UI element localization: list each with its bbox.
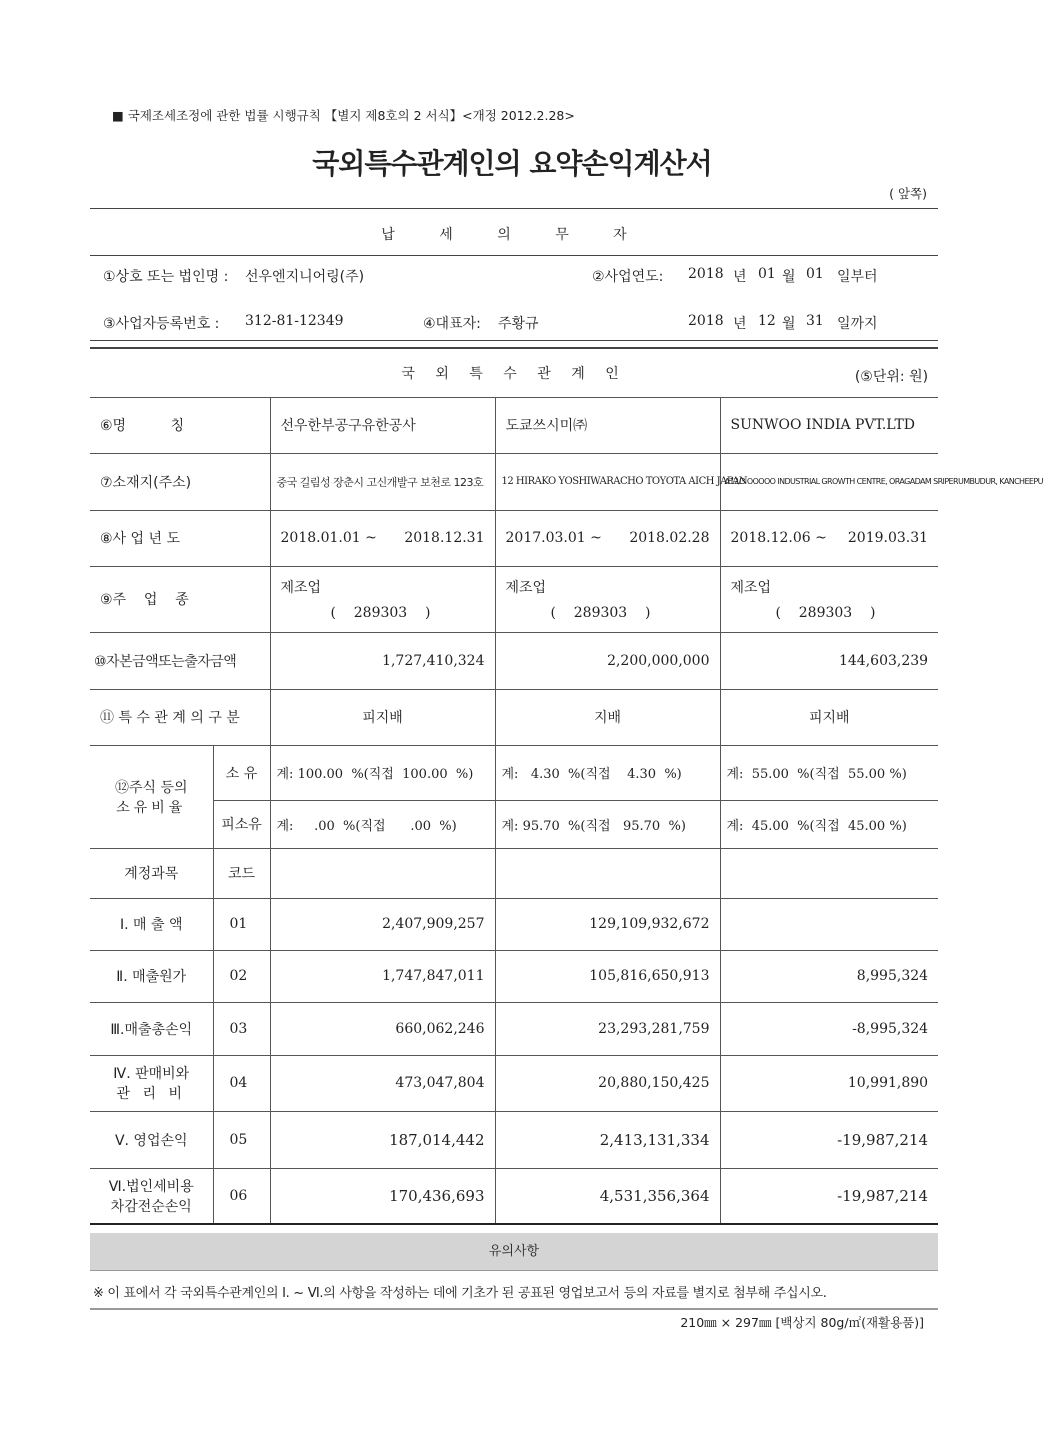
cell-value: 선우한부공구유한공사 xyxy=(270,397,495,453)
fy-start-year: 2018 xyxy=(688,266,724,282)
row-owned xyxy=(90,745,938,800)
cell-value: 23,293,281,759 xyxy=(495,1002,720,1055)
cell-value: 피지배 xyxy=(720,689,938,745)
divider xyxy=(90,347,938,349)
account-code: 05 xyxy=(213,1111,270,1168)
account-row xyxy=(90,1002,938,1055)
accounts-header-row xyxy=(90,848,938,898)
cell-value: 170,436,693 xyxy=(270,1168,495,1224)
fy-end-day: 31 xyxy=(806,313,824,329)
account-row xyxy=(90,950,938,1002)
row-address xyxy=(90,453,938,510)
account-label: Ⅵ.법인세비용 xyxy=(108,1178,194,1195)
row-label: ⑫주식 등의 xyxy=(114,779,188,796)
column-header-code: 코드 xyxy=(213,848,270,898)
related-section-header xyxy=(90,350,938,397)
account-label: Ⅲ.매출총손익 xyxy=(90,1002,213,1055)
related-party-table xyxy=(90,350,1043,1225)
account-label: Ⅰ. 매 출 액 xyxy=(90,898,213,950)
cell-value: 피지배 xyxy=(270,689,495,745)
cell-value: -19,987,214 xyxy=(720,1111,938,1168)
row-label: 소유비율 xyxy=(116,799,187,816)
unit-year: 년 xyxy=(733,269,747,285)
notes-title: 유의사항 xyxy=(90,1233,938,1271)
cell-value: 계: 4.30 %(직접 4.30 %) xyxy=(495,745,720,800)
cell-value: 계: 45.00 %(직접 45.00 %) xyxy=(720,800,938,848)
row-name xyxy=(90,397,938,453)
account-label: 관 리 비 xyxy=(116,1086,186,1102)
sub-label: 피소유 xyxy=(213,800,270,848)
cell-value: 187,014,442 xyxy=(270,1111,495,1168)
page-side-label: ( 앞쪽) xyxy=(889,186,927,201)
account-label: Ⅳ. 판매비와 xyxy=(113,1066,190,1082)
account-row xyxy=(90,1111,938,1168)
industry-name: 제조업 xyxy=(280,580,322,596)
cell-value: 105,816,650,913 xyxy=(495,950,720,1002)
account-row xyxy=(90,1055,938,1111)
fiscal-year-label: ②사업연도: xyxy=(592,269,664,285)
period-start: 2018.12.06 ~ xyxy=(730,530,827,546)
taxpayer-section-title: 납 세 의 무 자 xyxy=(381,227,647,243)
cell-value: 660,062,246 xyxy=(270,1002,495,1055)
period-start: 2017.03.01 ~ xyxy=(505,530,602,546)
form-reference: ■ 국제조세조정에 관한 법률 시행규칙 【별지 제8호의 2 서식】<개정 2012.2.28> xyxy=(112,108,575,123)
company-value: 선우엔지니어링(주) xyxy=(245,269,365,285)
account-code: 06 xyxy=(213,1168,270,1224)
account-row xyxy=(90,1168,938,1224)
period-end: 2018.12.31 xyxy=(404,530,485,546)
cell-value: 129,109,932,672 xyxy=(495,898,720,950)
sub-label: 소 유 xyxy=(213,745,270,800)
row-owned-by xyxy=(90,800,938,848)
cell-value: 계: 95.70 %(직접 95.70 %) xyxy=(495,800,720,848)
unit-label: (⑤단위: 원) xyxy=(854,369,929,385)
cell-value: 계: .00 %(직접 .00 %) xyxy=(270,800,495,848)
cell-value: 도쿄쓰시미㈜ xyxy=(495,397,720,453)
divider xyxy=(90,255,938,256)
cell-value: 계: 100.00 %(직접 100.00 %) xyxy=(270,745,495,800)
divider xyxy=(90,340,938,341)
cell-value: 12 HIRAKO YOSHIWARACHO TOYOTA AICH JAPAN xyxy=(495,453,720,510)
cell-value: 지배 xyxy=(495,689,720,745)
row-industry xyxy=(90,566,938,632)
row-label: ⑥명 칭 xyxy=(90,397,270,453)
period-end: 2019.03.31 xyxy=(847,530,929,546)
account-code: 04 xyxy=(213,1055,270,1111)
industry-code: ( 289303 ) xyxy=(550,605,651,621)
unit-year: 년 xyxy=(733,316,747,332)
row-label: ⑨주 업 종 xyxy=(90,566,270,632)
row-relation xyxy=(90,689,938,745)
industry-name: 제조업 xyxy=(730,580,772,596)
cell-value: 계: 55.00 %(직접 55.00 %) xyxy=(720,745,938,800)
unit-month: 월 xyxy=(782,269,796,285)
account-code: 02 xyxy=(213,950,270,1002)
divider xyxy=(90,1308,938,1310)
unit-month: 월 xyxy=(782,316,796,332)
cell-value: 10,991,890 xyxy=(720,1055,938,1111)
industry-name: 제조업 xyxy=(505,580,547,596)
cell-value: 중국 길림성 장춘시 고신개발구 보천로 123호 xyxy=(270,453,495,510)
cell-value: 473,047,804 xyxy=(270,1055,495,1111)
cell-value: 2,407,909,257 xyxy=(270,898,495,950)
cell-value: 2,200,000,000 xyxy=(495,632,720,689)
row-period xyxy=(90,510,938,566)
period-start: 2018.01.01 ~ xyxy=(280,530,377,546)
column-header-subject: 계정과목 xyxy=(90,848,213,898)
industry-code: ( 289303 ) xyxy=(330,605,431,621)
row-capital xyxy=(90,632,938,689)
page-title: 국외특수관계인의 요약손익계산서 xyxy=(312,147,712,180)
regno-label: ③사업자등록번호 : xyxy=(103,316,220,332)
cell-value: 1,727,410,324 xyxy=(270,632,495,689)
period-end: 2018.02.28 xyxy=(629,530,710,546)
cell-value: -8,995,324 xyxy=(720,1002,938,1055)
unit-day-until: 일까지 xyxy=(837,316,878,332)
regno-value: 312-81-12349 xyxy=(245,313,344,329)
row-label: ⑩자본금액또는출자금액 xyxy=(90,632,270,689)
fy-start-month: 01 xyxy=(758,266,776,282)
fy-end-year: 2018 xyxy=(688,313,724,329)
divider xyxy=(90,208,938,209)
industry-code: ( 289303 ) xyxy=(775,605,876,621)
row-label: ⑧사 업 년 도 xyxy=(90,510,270,566)
notes-text: ※ 이 표에서 각 국외특수관계인의 Ⅰ. ~ Ⅵ.의 사항을 작성하는 데에 기초가 된 공표된 영업보고서 등의 자료를 별지로 첨부해 주십시오. xyxy=(93,1286,827,1301)
unit-day-from: 일부터 xyxy=(837,269,878,285)
fy-end-month: 12 xyxy=(758,313,776,329)
cell-value: SUNWOO INDIA PVT.LTD xyxy=(720,397,938,453)
cell-value: 144,603,239 xyxy=(720,632,938,689)
account-label: Ⅴ. 영업손익 xyxy=(90,1111,213,1168)
cell-value: 4,531,356,364 xyxy=(495,1168,720,1224)
cell-value: -19,987,214 xyxy=(720,1168,938,1224)
representative-value: 주황규 xyxy=(498,316,539,332)
account-label: 차감전순손익 xyxy=(110,1198,192,1215)
account-row xyxy=(90,898,938,950)
account-code: 01 xyxy=(213,898,270,950)
row-label: ⑦소재지(주소) xyxy=(90,453,270,510)
cell-value: 8,995,324 xyxy=(720,950,938,1002)
account-code: 03 xyxy=(213,1002,270,1055)
cell-value: A12/3 OOOOO INDUSTRIAL GROWTH CENTRE, ORAGADAM SRIPERUMBUDUR, KANCHEEPU xyxy=(720,453,938,510)
related-section-title: 국 외 특 수 관 계 인 xyxy=(401,366,627,383)
cell-value: 2,413,131,334 xyxy=(495,1111,720,1168)
cell-value: 20,880,150,425 xyxy=(495,1055,720,1111)
company-label: ①상호 또는 법인명 : xyxy=(103,269,229,285)
cell-value: 1,747,847,011 xyxy=(270,950,495,1002)
representative-label: ④대표자: xyxy=(423,316,481,332)
cell-value xyxy=(720,898,938,950)
paper-spec: 210㎜ × 297㎜ [백상지 80g/㎡(재활용품)] xyxy=(680,1315,924,1330)
row-label: ⑪ 특 수 관 계 의 구 분 xyxy=(90,689,270,745)
account-label: Ⅱ. 매출원가 xyxy=(90,950,213,1002)
fy-start-day: 01 xyxy=(806,266,824,282)
